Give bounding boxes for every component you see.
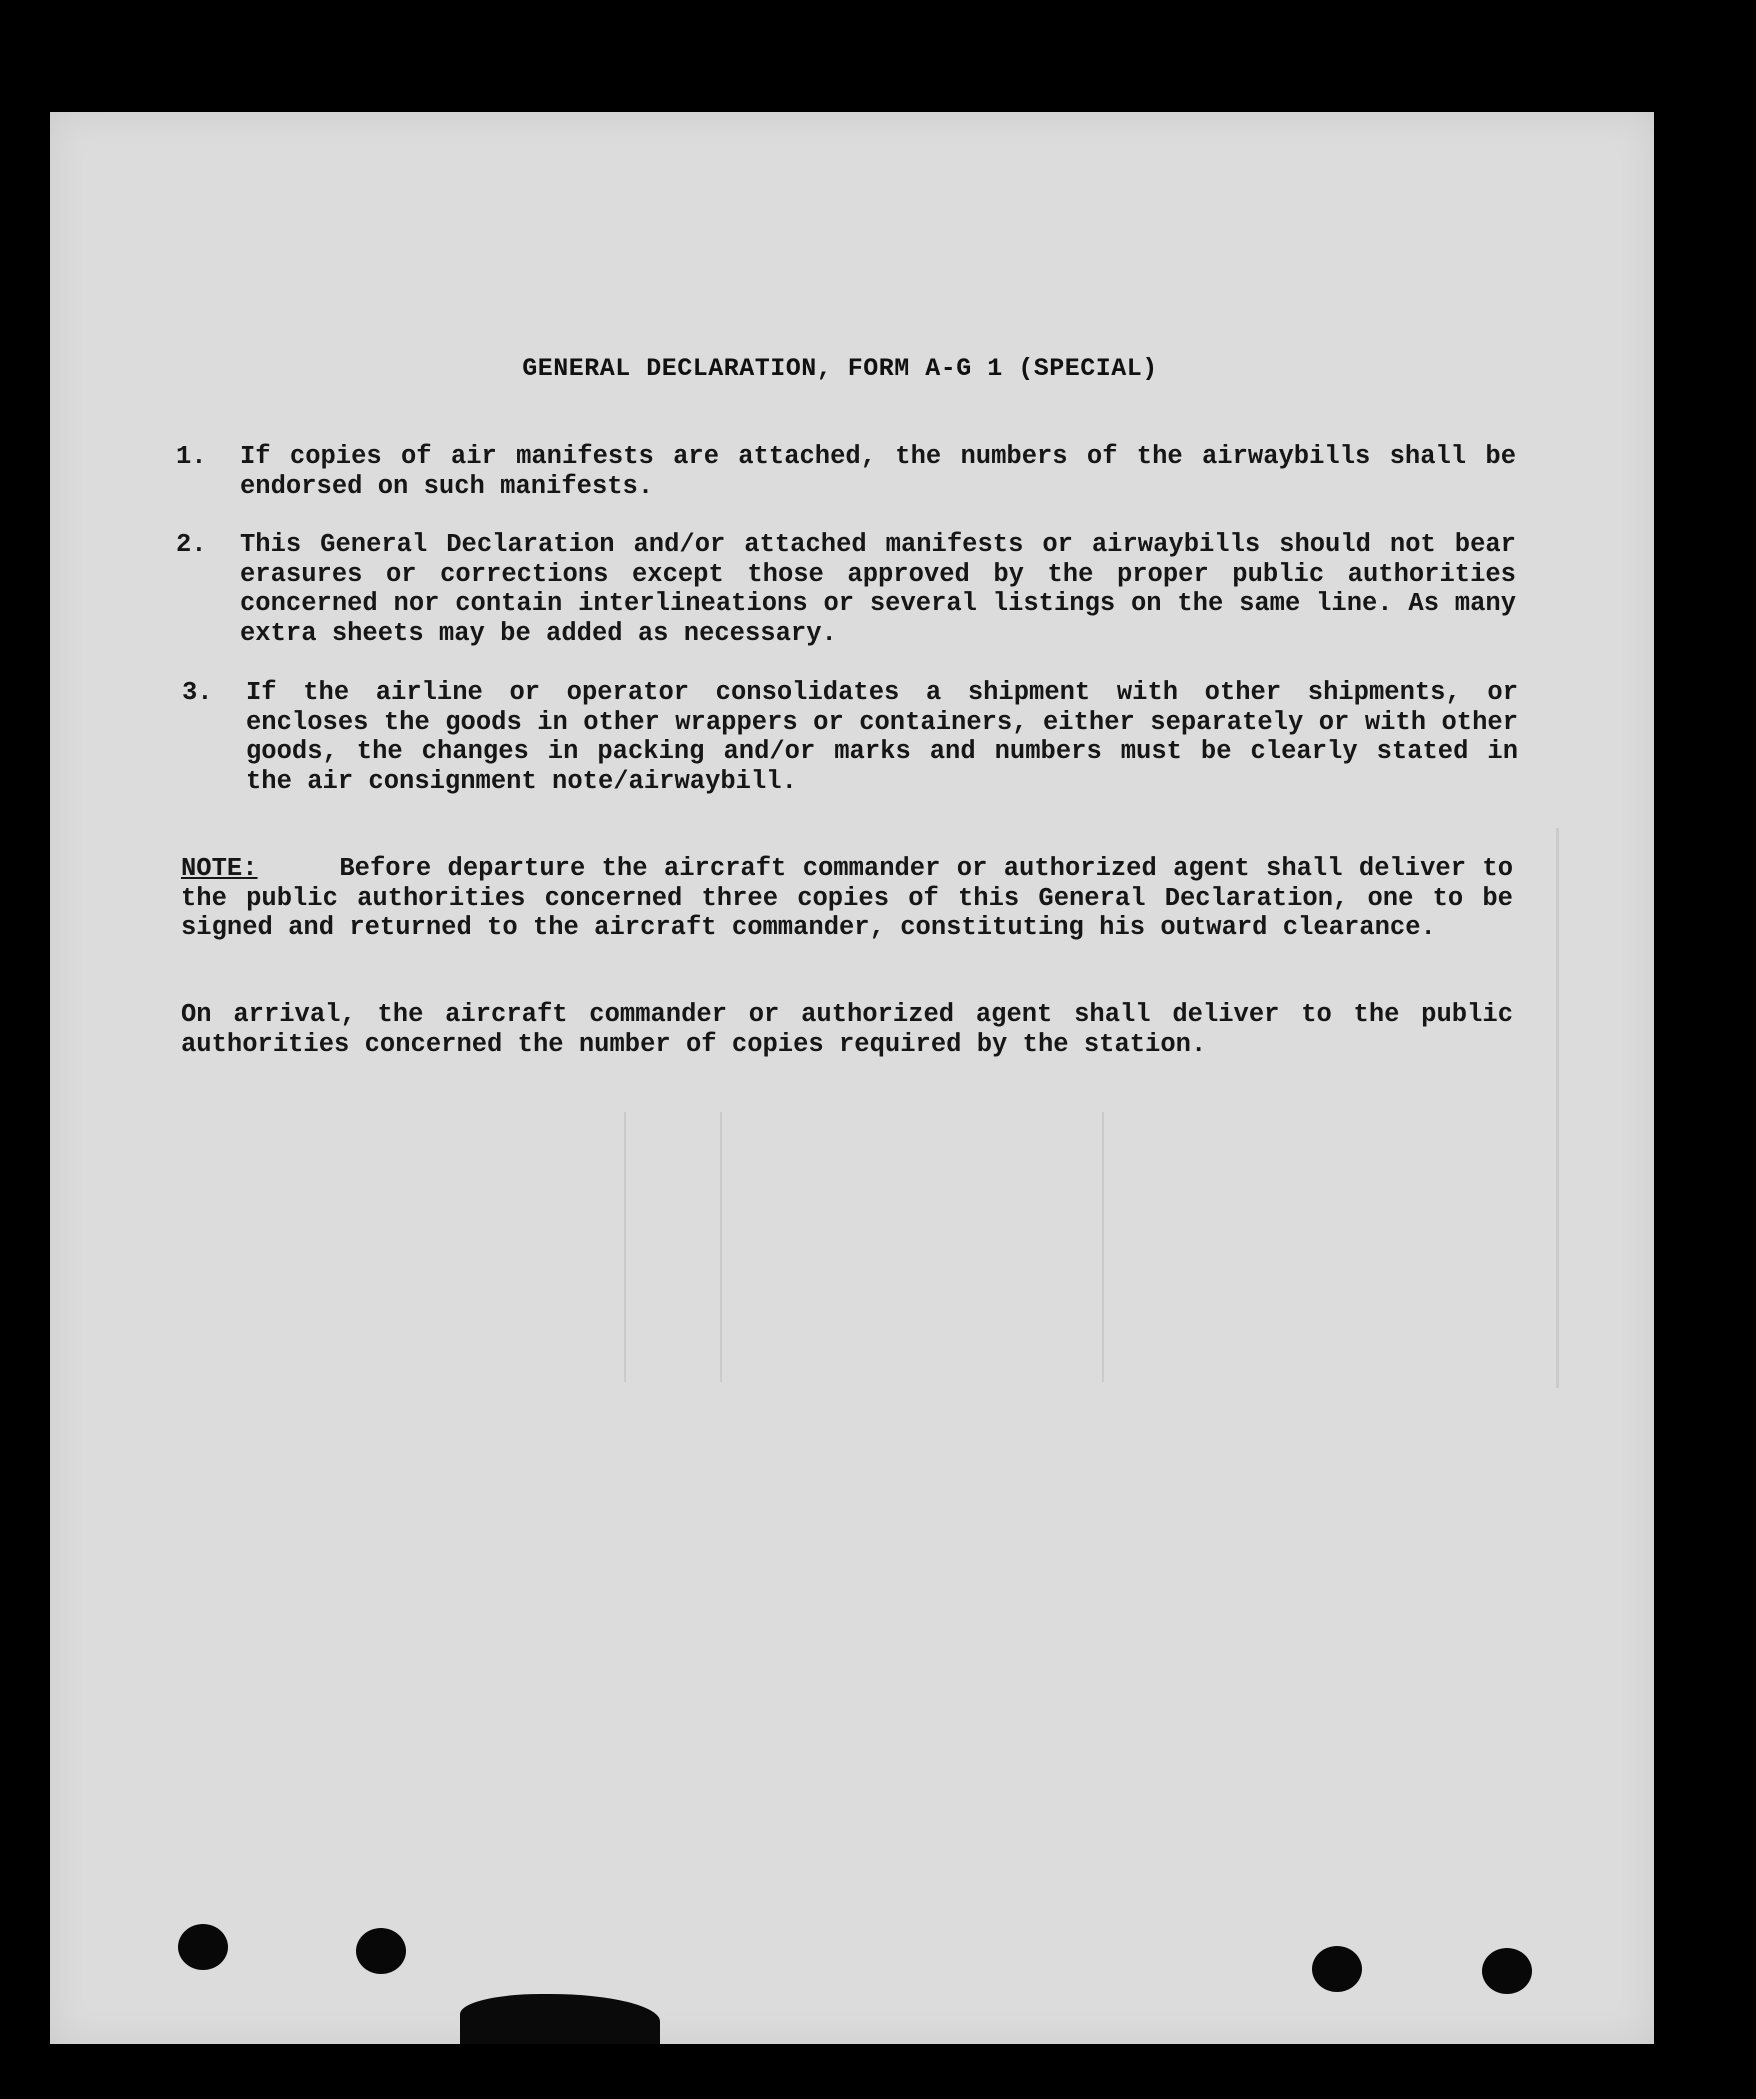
- punch-hole: [356, 1928, 406, 1974]
- ink-blot: [460, 1994, 660, 2044]
- note-label: NOTE:: [181, 854, 258, 883]
- arrival-text: On arrival, the aircraft commander or authorized agent shall deliver to the public authorities concerned the number of copies required by the station.: [181, 1000, 1513, 1059]
- note-text: Before departure the aircraft commander or authorized agent shall deliver to the public authorities concerned three copies of this General Declaration, one to be signed and returned to the aircraft commander, constituting his outward clearance.: [181, 854, 1513, 942]
- list-item-number: 3.: [182, 678, 213, 707]
- list-item-number: 2.: [176, 530, 207, 559]
- punch-hole: [178, 1924, 228, 1970]
- bleed-through-rule: [624, 1112, 626, 1382]
- punch-hole: [1312, 1946, 1362, 1992]
- list-item-text: If the airline or operator consolidates a shipment with other shipments, or encloses the goods in other wrappers or containers, either separately or with other goods, the changes in packing and/or marks and numbers must be clearly stated in the air consignment note/airwaybill.: [246, 678, 1518, 796]
- list-item-number: 1.: [176, 442, 207, 471]
- document-page: [50, 112, 1654, 2044]
- bleed-through-rule: [720, 1112, 722, 1382]
- list-item-text: This General Declaration and/or attached manifests or airwaybills should not bear erasures or corrections except those approved by the proper public authorities concerned nor contain interlineations or several listings on the same line. As many extra sheets may be added as necessary.: [240, 530, 1516, 648]
- note-paragraph: [181, 854, 1513, 943]
- list-item: [182, 678, 1518, 798]
- page-title: GENERAL DECLARATION, FORM A-G 1 (SPECIAL): [522, 354, 1158, 383]
- punch-hole: [1482, 1948, 1532, 1994]
- arrival-paragraph: [181, 1000, 1513, 1059]
- list-item: [176, 442, 1516, 502]
- bleed-through-rule: [1556, 828, 1559, 1388]
- list-item-text: If copies of air manifests are attached, the numbers of the airwaybills shall be endorsed on such manifests.: [240, 442, 1516, 501]
- bleed-through-rule: [1102, 1112, 1104, 1382]
- list-item: [176, 530, 1516, 650]
